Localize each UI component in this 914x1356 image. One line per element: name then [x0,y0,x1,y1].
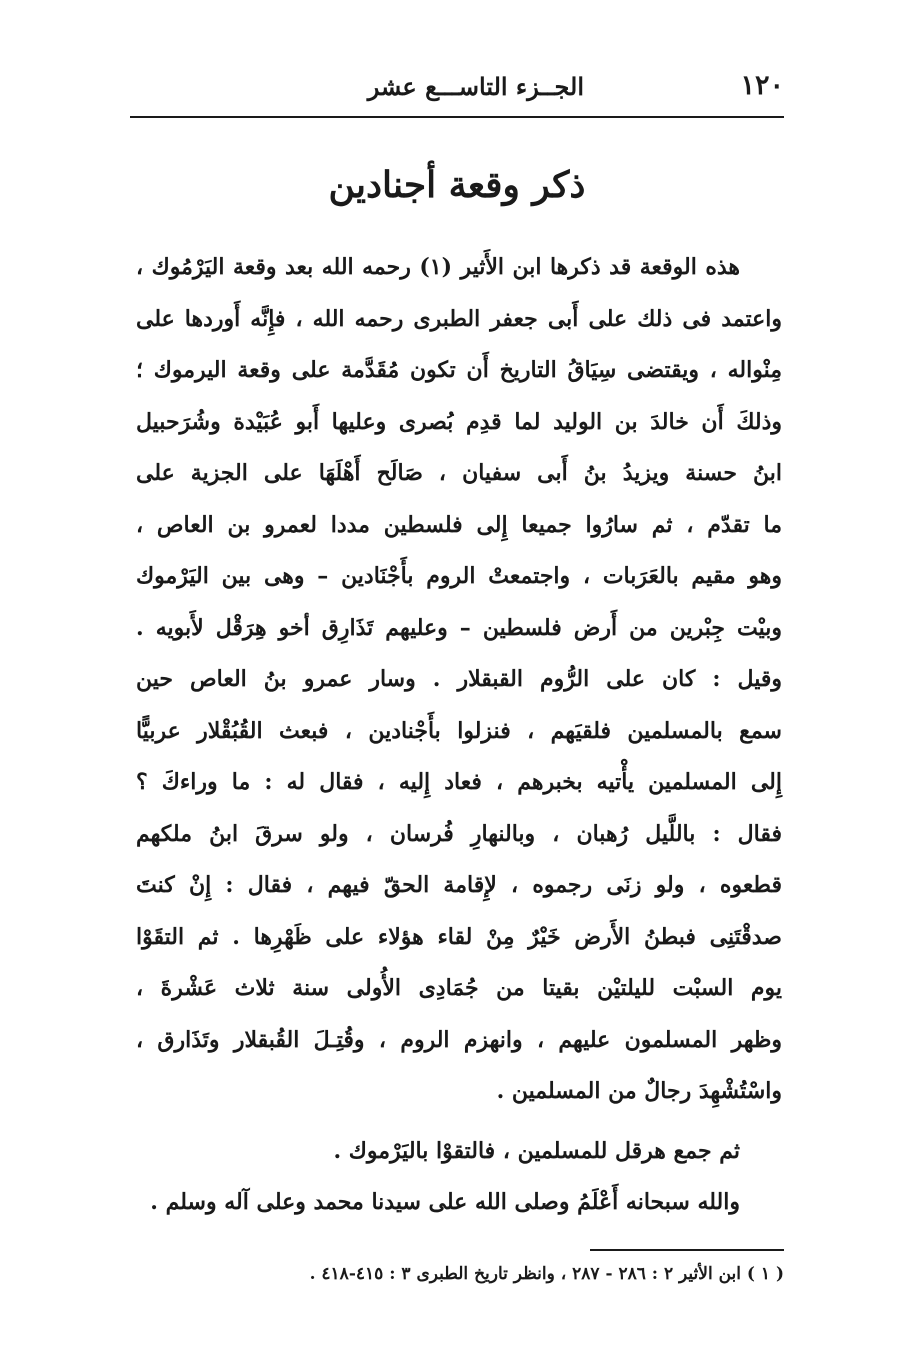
running-head [130,70,784,110]
body-line: إِلى المسلمين يأْتيه بخبرهم ، فعاد إِليه ، فقال له : ما وراءكَ ؟ [136,769,782,795]
body-line: وبيْت جِبْرين من أَرض فلسطين – وعليهم تَذَارِق أخو هِرَقْل لأَبويه . [136,614,782,641]
body-line: فقال : باللَّيل رُهبان ، وبالنهارِ فُرسان ، ولو سرقَ ابنُ ملكهم [136,820,782,847]
body-line: ابنُ حسنة ويزيدُ بنُ أَبى سفيان ، صَالَح أَهْلَهَا على الجزية على [136,460,782,486]
closing-line: والله سبحانه أَعْلَمُ وصلى الله على سيدنا محمد وعلى آله وسلم . [150,1189,740,1215]
header-rule [130,116,784,118]
footnote-rule [590,1249,784,1251]
body-line: وظهر المسلمون عليهم ، وانهزم الروم ، وقُتِـلَ القُبقلار وتَذَارق ، [136,1026,782,1053]
body-line: هذه الوقعة قد ذكرها ابن الأَثير (١) رحمه الله بعد وقعة اليَرْمُوك ، [136,254,740,280]
running-head-title: الجــزء التاســـع عشر [367,72,584,101]
body-text [136,242,782,1229]
body-line: وقيل : كان على الرُّوم القبقلار . وسار عمرو بنُ العاص حين [136,666,782,692]
page-number: ١٢٠ [740,70,784,101]
body-line: ما تقدّم ، ثم سارُوا جميعا إِلى فلسطين مددا لعمرو بن العاص ، [136,511,782,538]
body-line: قطعوه ، ولو زنَى رجموه ، لإِقامة الحقّ فيهم ، فقال : إِنْ كنتَ [136,872,782,898]
closing-line: ثم جمع هرقل للمسلمين ، فالتقوْا باليَرْموك . [333,1137,740,1164]
body-line: واعتمد فى ذلك على أَبى جعفر الطبرى رحمه الله ، فإِنَّه أَوردها على [136,305,782,332]
chapter-title: ذكر وقعة أجنادين [328,164,586,206]
body-line: يوم السبْت لليلتيْن بقيتا من جُمَادِى الأُولى سنة ثلاث عَشْرةَ ، [136,975,782,1001]
body-line: مِنْواله ، ويقتضى سِيَاقُ التاريخ أَن تكون مُقَدَّمة على وقعة اليرموك ؛ [136,357,782,383]
body-line: صدقْتَنِى فبطنُ الأَرض خَيْرٌ مِنْ لقاء هؤلاء على ظَهْرِها . ثم التقَوْا [136,923,782,950]
body-line: سمع بالمسلمين فلقيَهم ، فنزلوا بأَجْنادين ، فبعث القُبُقْلار عربيًّا [136,717,782,744]
body-line: وهو مقيم بالعَرَبات ، واجتمعتْ الروم بأَجْنَادين – وهى بين اليَرْموك [136,563,782,589]
body-line: واسْتُشْهِدَ رجالٌ من المسلمين . [496,1078,782,1104]
body-line: وذلكَ أَن خالدَ بن الوليد لما قدِم بُصرى وعليها أَبو عُبَيْدة وشُرَحبيل [136,408,782,435]
footnote: ( ١ ) ابن الأثير ٢ : ٢٨٦ - ٢٨٧ ، وانظر تاريخ الطبرى ٣ : ٤١٥-٤١٨ . [309,1264,784,1284]
